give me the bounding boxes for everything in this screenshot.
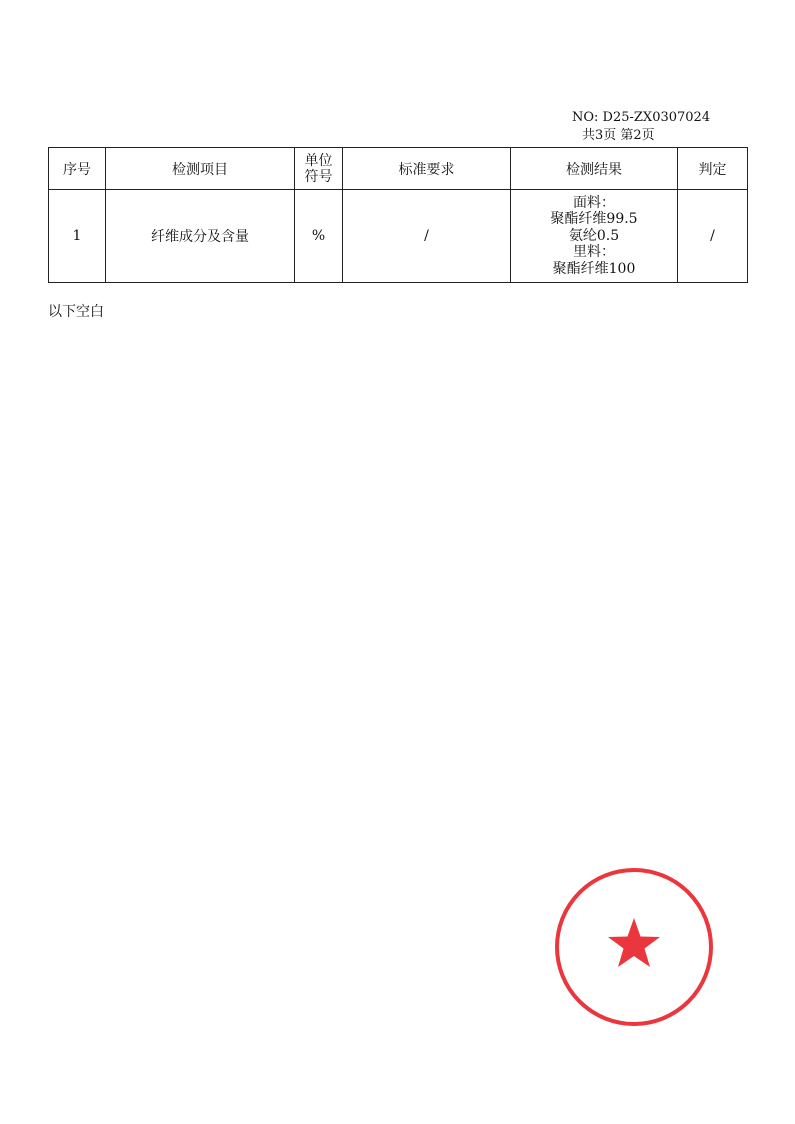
header-unit-line1: 单位 bbox=[304, 152, 333, 169]
cell-result bbox=[511, 190, 678, 283]
star-icon bbox=[608, 918, 660, 967]
result-line-fabric-label: 面料： bbox=[573, 194, 615, 211]
table-row bbox=[49, 190, 748, 283]
seal-graphic bbox=[553, 866, 711, 1024]
cell-seq: 1 bbox=[49, 190, 106, 283]
result-line-fabric-polyester: 聚酯纤维99.5 bbox=[550, 211, 638, 228]
blank-below-note: 以下空白 bbox=[48, 304, 104, 320]
company-seal-stamp bbox=[553, 866, 715, 1028]
header-judgement: 判定 bbox=[678, 148, 748, 190]
page-count: 共3页 第2页 bbox=[582, 128, 655, 143]
result-line-lining-label: 里料： bbox=[573, 244, 615, 261]
report-number: NO: D25-ZX0307024 bbox=[572, 110, 711, 125]
header-unit-line2: 符号 bbox=[304, 168, 333, 185]
cell-test-item: 纤维成分及含量 bbox=[106, 190, 295, 283]
header-test-item: 检测项目 bbox=[106, 148, 295, 190]
result-line-fabric-spandex: 氨纶0.5 bbox=[568, 227, 620, 244]
header-seq: 序号 bbox=[49, 148, 106, 190]
cell-unit: % bbox=[295, 190, 343, 283]
result-line-lining-polyester: 聚酯纤维100 bbox=[552, 260, 636, 277]
header-standard: 标准要求 bbox=[343, 148, 511, 190]
cell-standard: / bbox=[343, 190, 511, 283]
test-result-table bbox=[48, 147, 748, 283]
table-header-row bbox=[49, 148, 748, 190]
header-unit bbox=[295, 148, 343, 190]
header-result: 检测结果 bbox=[511, 148, 678, 190]
cell-judgement: / bbox=[678, 190, 748, 283]
